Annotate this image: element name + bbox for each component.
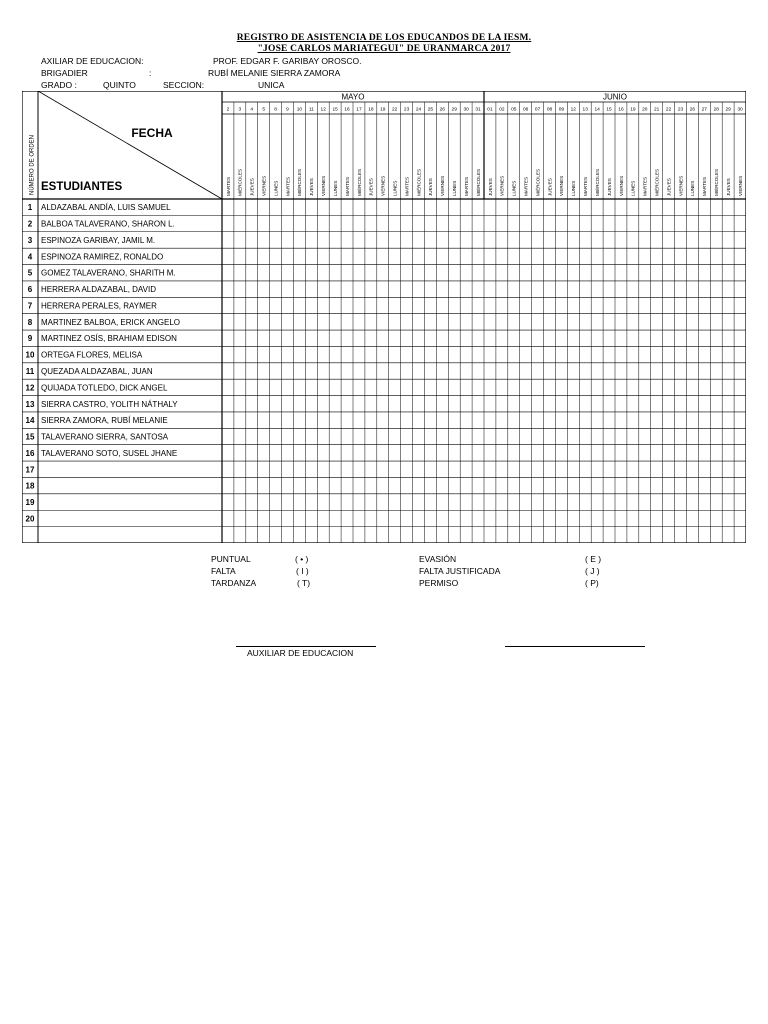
date-label: 27 [701,107,707,113]
brigadier-colon: : [149,68,152,78]
student-name: TALAVERANO SIERRA, SANTOSA [41,432,169,442]
row-number: 16 [25,448,35,458]
row-number: 17 [25,465,35,475]
legend-tardanza-label: TARDANZA [211,578,257,588]
row-number: 3 [27,235,33,245]
legend-puntual-label: PUNTUAL [211,554,251,564]
weekday-label: MIÉRCOLES [535,168,541,196]
grado-value: QUINTO [103,80,136,90]
date-label: 16 [344,107,350,113]
student-name: GOMEZ TALAVERANO, SHARITH M. [41,268,176,278]
weekday-label: LUNES [452,180,458,196]
legend-tardanza-code: ( T) [297,578,311,588]
weekday-label: VIERNES [499,175,505,196]
row-number: 12 [25,383,35,393]
legend-puntual-code: ( • ) [295,554,309,564]
weekday-label: LUNES [690,180,696,196]
date-label: 21 [654,107,660,113]
date-label: 4 [250,107,254,113]
weekday-label: LUNES [332,180,338,196]
date-label: 13 [582,107,588,113]
weekday-label: JUEVES [249,178,255,196]
row-number: 11 [25,367,35,376]
student-name: ORTEGA FLORES, MELISA [41,350,143,360]
date-label: 30 [737,107,743,113]
weekday-label: MIÉRCOLES [714,168,720,196]
weekday-label: LUNES [273,180,279,196]
student-name: BALBOA TALAVERANO, SHARON L. [41,219,175,229]
weekday-label: MARTES [523,176,529,196]
row-number: 14 [25,416,35,426]
date-label: 31 [475,107,481,113]
date-label: 07 [534,107,541,113]
date-label: 22 [392,107,398,113]
student-name: ESPINOZA RAMIREZ, RONALDO [41,252,164,262]
row-number: 9 [27,334,33,344]
grado-label: GRADO : [41,80,77,90]
weekday-label: MIÉRCOLES [654,168,660,196]
date-label: 02 [499,107,505,113]
row-number: 6 [27,285,33,295]
weekday-label: JUEVES [487,178,493,196]
row-number: 4 [27,252,33,262]
weekday-label: VIERNES [737,175,743,196]
auxiliar-label: AXILIAR DE EDUCACION: [41,56,144,66]
weekday-label: MIÉRCOLES [356,168,362,196]
date-label: 11 [308,107,314,113]
weekday-label: MARTES [583,176,589,196]
weekday-label: VIERNES [321,175,327,196]
attendance-grid [22,91,746,543]
date-label: 26 [439,107,445,113]
row-number: 15 [25,432,35,442]
signature-line-right [505,646,645,647]
date-label: 28 [713,107,719,113]
seccion-label: SECCION: [163,80,205,90]
student-name: SIERRA CASTRO, YOLITH NÁTHALY [41,399,178,409]
row-number: 18 [25,481,35,491]
row-number: 1 [27,203,33,213]
weekday-label: VIERNES [559,175,565,196]
weekday-label: VIERNES [678,175,684,196]
row-number: 10 [25,350,35,360]
date-label: 12 [570,107,576,113]
weekday-label: JUEVES [725,178,731,196]
weekday-label: MARTES [702,176,708,196]
date-label: 10 [296,107,303,113]
row-number: 8 [27,317,33,327]
seccion-value: UNICA [258,80,285,90]
student-name: ESPINOZA GARIBAY, JAMIL M. [41,235,156,245]
weekday-label: LUNES [511,180,517,196]
student-name: ALDAZABAL ANDÍA, LUIS SAMUEL [41,203,171,213]
legend-justificada-code: ( J ) [585,566,600,576]
date-label: 19 [380,107,386,113]
student-name: QUIJADA TOTLEDO, DICK ANGEL [41,383,168,393]
date-label: 08 [546,107,553,113]
auxiliar-value: PROF. EDGAR F. GARIBAY OROSCO. [213,56,362,66]
date-label: 29 [725,107,731,113]
date-label: 12 [320,107,326,113]
signature-label: AUXILIAR DE EDUCACION [247,648,354,658]
date-label: 16 [618,107,624,113]
date-label: 15 [606,107,612,113]
weekday-label: MIÉRCOLES [416,168,422,196]
date-label: 17 [356,107,362,113]
date-label: 20 [642,107,648,113]
date-label: 8 [274,107,277,113]
legend-falta-label: FALTA [211,566,236,576]
legend-permiso-label: PERMISO [419,578,459,588]
student-name: HERRERA ALDAZABAL, DAVID [41,285,156,295]
date-label: 5 [262,107,266,113]
brigadier-value: RUBÍ MELANIE SIERRA ZAMORA [208,68,341,78]
weekday-label: JUEVES [368,178,374,196]
date-label: 23 [403,107,410,113]
student-name: MARTINEZ OSÍS, BRAHIAM EDISON [41,334,177,344]
student-name: SIERRA ZAMORA, RUBÍ MELANIE [41,416,168,426]
signature-line-auxiliar [236,646,376,647]
date-label: 09 [558,107,565,113]
date-label: 06 [523,107,529,113]
row-number: 20 [25,514,35,524]
student-name: QUEZADA ALDAZABAL, JUAN [41,367,153,376]
date-label: 19 [630,107,636,113]
month-label: JUNIO [603,92,627,102]
student-name: TALAVERANO SOTO, SUSEL JHANE [41,448,178,458]
date-label: 3 [238,107,242,113]
row-number: 2 [27,219,33,229]
date-label: 23 [677,107,684,113]
brigadier-label: BRIGADIER [41,68,88,78]
weekday-label: MIÉRCOLES [237,168,243,196]
students-label: ESTUDIANTES [41,181,123,193]
legend-justificada-label: FALTA JUSTIFICADA [419,566,501,576]
legend-evasion-code: ( E ) [585,554,602,564]
weekday-label: LUNES [392,180,398,196]
weekday-label: MARTES [285,176,291,196]
weekday-label: MARTES [463,176,469,196]
order-header-label: NÚMERO DE ORDEN [29,134,36,195]
weekday-label: JUEVES [428,178,434,196]
weekday-label: JUEVES [309,178,315,196]
weekday-label: JUEVES [666,178,672,196]
weekday-label: MIÉRCOLES [297,168,303,196]
weekday-label: VIERNES [618,175,624,196]
legend-evasion-label: EVASIÓN [419,554,457,564]
row-number: 19 [25,498,35,508]
date-label: 14 [594,107,600,113]
date-label: 15 [332,107,338,113]
row-number: 13 [25,399,35,409]
legend-falta-code: ( I ) [296,566,309,576]
weekday-label: VIERNES [261,175,267,196]
weekday-label: MIÉRCOLES [475,168,481,196]
date-label: 2 [226,107,230,113]
weekday-label: MARTES [642,176,648,196]
row-number: 7 [27,301,33,311]
fecha-label: FECHA [131,126,173,140]
legend-permiso-code: ( P) [585,578,599,588]
date-label: 25 [427,107,434,113]
weekday-label: LUNES [630,180,636,196]
weekday-label: LUNES [571,180,577,196]
weekday-label: MARTES [404,176,410,196]
date-label: 18 [368,107,374,113]
date-label: 24 [415,107,422,113]
weekday-label: VIERNES [440,175,446,196]
row-number: 5 [27,268,33,278]
weekday-label: VIERNES [380,175,386,196]
student-name: HERRERA PERALES, RAYMER [41,301,157,311]
grid-text [26,93,743,524]
weekday-label: JUEVES [606,178,612,196]
date-label: 30 [463,107,469,113]
weekday-label: MARTES [225,176,231,196]
date-label: 01 [487,107,493,113]
document-subtitle: "JOSE CARLOS MARIATEGUI" DE URANMARCA 2017 [257,44,511,54]
weekday-label: JUEVES [547,178,553,196]
student-name: MARTINEZ BALBOA, ERICK ANGELO [41,317,180,327]
weekday-label: MARTES [344,176,350,196]
month-label: MAYO [341,92,365,102]
date-label: 26 [689,107,696,113]
document-title: REGISTRO DE ASISTENCIA DE LOS EDUCANDOS DE LA IESM. [236,33,532,43]
date-label: 22 [665,107,672,113]
date-label: 29 [451,107,457,113]
date-label: 9 [286,107,289,113]
weekday-label: MIÉRCOLES [594,168,600,196]
date-label: 05 [511,107,517,113]
